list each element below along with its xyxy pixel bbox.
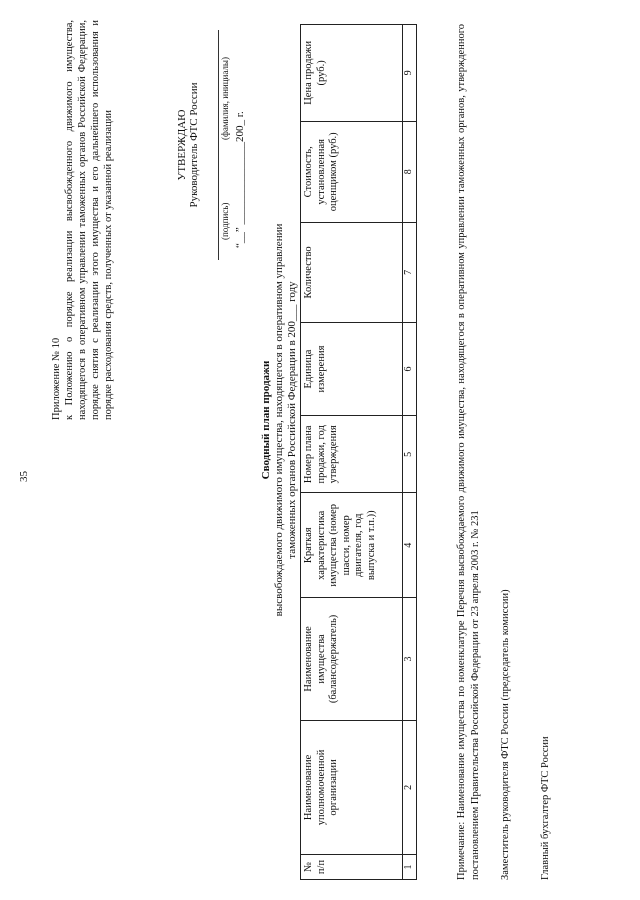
approval-heading: УТВЕРЖДАЮ: [176, 109, 188, 181]
table-header-row: [301, 25, 403, 880]
document-title: [260, 170, 299, 670]
signature-line: [218, 30, 219, 260]
accountant-signatory: Главный бухгалтер ФТС России: [540, 736, 551, 880]
header-cell: № п/п: [301, 855, 403, 880]
approval-position: Руководитель ФТС России: [188, 82, 200, 208]
name-label: (фамилия, инициалы): [220, 57, 230, 140]
title-line-3: таможенных органов Российской Федерации в 200___ году: [286, 281, 298, 559]
header-cell: Номер плана продажи, год утверждения: [301, 416, 403, 493]
table-number-row: [403, 25, 417, 880]
column-number-cell: 7: [403, 222, 417, 322]
approval-date: “__” _______________200_ г.: [234, 111, 246, 248]
header-cell: Единица измерения: [301, 322, 403, 415]
signature-area: [204, 30, 264, 260]
appendix-title: Приложение № 10: [51, 337, 62, 420]
signature-label: (подпись): [220, 202, 230, 240]
approval-block: [176, 30, 264, 260]
header-cell: Цена продажи (руб.): [301, 25, 403, 122]
column-number-cell: 5: [403, 416, 417, 493]
column-number-cell: 9: [403, 25, 417, 122]
column-number-cell: 6: [403, 322, 417, 415]
header-cell: Краткая характеристика имущества (номер шасси, номер двигателя, год выпуска и т.п.)): [301, 493, 403, 598]
page-number: 35: [18, 471, 30, 482]
column-number-cell: 8: [403, 121, 417, 222]
column-number-cell: 3: [403, 598, 417, 721]
appendix-text: к Положению о порядке реализации высвобожденного движимого имущества, находящегося в оперативном управлении таможенных органов Российской Федерации, порядке снятия с реализации этого имущества и его дальнейшего использования и порядке расходования средств, полученных от указанной реализации: [64, 20, 114, 420]
title-line-2: высвобождаемого движимого имущества, находящегося в оперативном управлении: [273, 223, 285, 617]
title-main: Сводный план продажи: [260, 360, 272, 480]
header-cell: Наименование уполномоченной организации: [301, 720, 403, 854]
deputy-signatory: Заместитель руководителя ФТС России (председатель комиссии): [500, 589, 511, 880]
footnote: Примечание: Наименование имущества по номенклатуре Перечня высвобождаемого движимого имущества, находящегося в оперативном управлении таможенных органов, утвержденного постановлением Правительства Российской Федерации от 23 апреля 2003 г. № 231: [456, 24, 481, 880]
column-number-cell: 2: [403, 720, 417, 854]
header-cell: Стоимость, установленная оценщиком (руб.): [301, 121, 403, 222]
sales-plan-table: [300, 24, 417, 880]
header-cell: Наименование имущества (балансодержатель): [301, 598, 403, 721]
column-number-cell: 4: [403, 493, 417, 598]
column-number-cell: 1: [403, 855, 417, 880]
header-cell: Количество: [301, 222, 403, 322]
appendix-block: [50, 20, 115, 420]
